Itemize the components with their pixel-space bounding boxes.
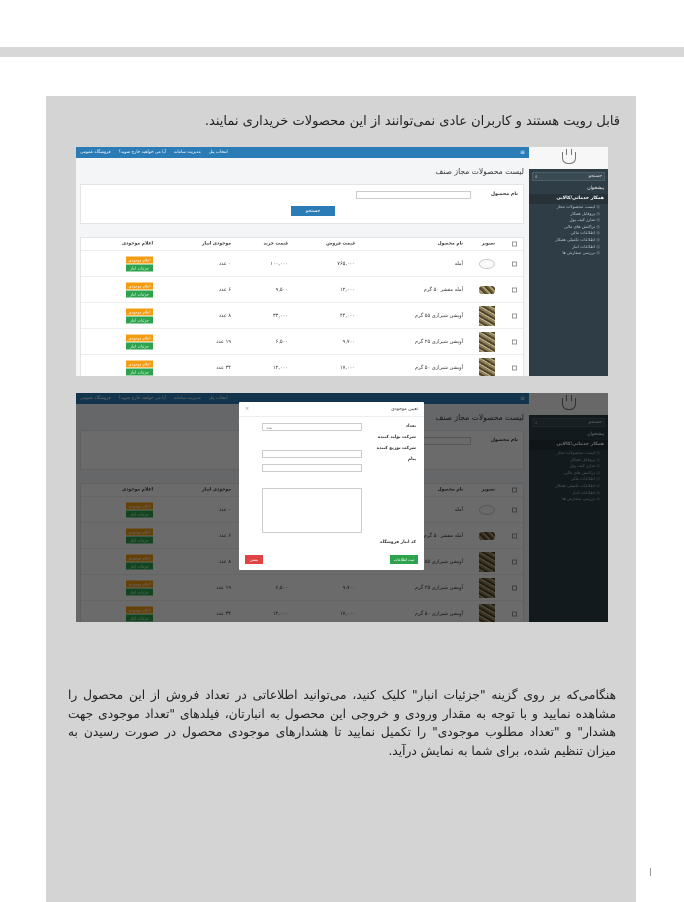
sidebar-search-placeholder: جستجو xyxy=(588,174,602,179)
sale-price: ۱۷,۰۰۰ xyxy=(339,364,355,371)
row-actions xyxy=(126,282,153,297)
table-row xyxy=(81,276,523,302)
product-name-input[interactable] xyxy=(356,191,471,199)
buy-price: ۶,۵۰۰ xyxy=(275,338,288,345)
stock: ۶ عدد xyxy=(218,286,231,293)
producer-field[interactable] xyxy=(262,450,362,458)
logo-icon xyxy=(562,152,576,164)
warehouse-details-button[interactable]: جزئیات انبار xyxy=(126,264,153,271)
stock: ۸ عدد xyxy=(218,312,231,319)
col-action: اعلام موجودی xyxy=(121,241,153,247)
table-row xyxy=(81,250,523,276)
report-stock-button[interactable]: اعلام موجودی xyxy=(126,360,153,367)
product-name: آویشن شیرازی ۵۵ گرم xyxy=(414,312,463,319)
close-icon[interactable]: × xyxy=(245,406,250,412)
products-table xyxy=(80,237,524,376)
nav-link-panel[interactable]: انتخاب پنل xyxy=(208,150,228,155)
product-image xyxy=(479,286,495,294)
nav-link-store[interactable]: فروشگاه عمومی xyxy=(80,150,111,155)
report-stock-button[interactable]: اعلام موجودی xyxy=(126,256,153,263)
row-checkbox[interactable] xyxy=(512,339,517,344)
row-checkbox[interactable] xyxy=(512,313,517,318)
label-distributor: شرکت توزیع کننده xyxy=(376,446,416,451)
buy-price: ۱۰۰,۰۰۰ xyxy=(270,260,288,267)
search-button-label: جستجو xyxy=(305,208,321,214)
col-stock: موجودی انبار xyxy=(201,241,231,247)
sidebar-sub-warehouse[interactable]: ◎ اطلاعات انبار xyxy=(529,244,608,251)
warehouse-details-button[interactable]: جزئیات انبار xyxy=(126,342,153,349)
row-actions xyxy=(126,334,153,349)
submit-button[interactable]: ثبت اطلاعات xyxy=(390,555,418,564)
quantity-unit: عدد xyxy=(266,425,273,430)
label-producer: شرکت تولید کننده xyxy=(377,435,416,440)
hamburger-icon[interactable]: ≡ xyxy=(519,149,525,156)
sidebar-sub-orders[interactable]: ◎ بررسی سفارش ها xyxy=(529,250,608,257)
table-row xyxy=(81,328,523,354)
sidebar-search[interactable] xyxy=(532,172,605,181)
modal-title: تعیین موجودی xyxy=(391,407,418,412)
sidebar-sub-products[interactable]: ◎ لیست محصولات مجاز xyxy=(529,204,608,211)
report-stock-button[interactable]: اعلام موجودی xyxy=(126,282,153,289)
navbar xyxy=(76,147,529,158)
stock: ۱۹ عدد xyxy=(216,338,231,345)
warehouse-details-button[interactable]: جزئیات انبار xyxy=(126,316,153,323)
screenshot-stock-modal xyxy=(76,393,608,622)
sidebar-sub-extra[interactable]: ◎ اطلاعات تکمیلی همکار xyxy=(529,237,608,244)
modal-divider xyxy=(239,416,424,417)
report-stock-button[interactable]: اعلام موجودی xyxy=(126,308,153,315)
row-checkbox[interactable] xyxy=(512,365,517,370)
report-stock-button[interactable]: اعلام موجودی xyxy=(126,334,153,341)
nav-link-logout[interactable]: آیا می خواهید خارج شوید؟ xyxy=(118,150,166,155)
page-edge-mark xyxy=(650,868,651,876)
table-header xyxy=(81,238,523,250)
product-image xyxy=(479,358,495,377)
product-image xyxy=(479,306,495,326)
search-icon: ⌕ xyxy=(535,174,538,180)
quantity-stepper[interactable] xyxy=(262,423,362,431)
logo xyxy=(529,147,608,169)
sale-price: ۱۲,۰۰۰ xyxy=(339,286,355,293)
sidebar-sub-wallet[interactable]: ◎ شارژ کیف پول xyxy=(529,217,608,224)
message-textarea[interactable] xyxy=(262,488,362,533)
table-row xyxy=(81,302,523,328)
sale-price: ۷۶۵,۰۰۰ xyxy=(337,260,355,267)
row-actions xyxy=(126,256,153,271)
sale-price: ۹,۷۰۰ xyxy=(342,338,355,345)
sale-price: ۴۴,۰۰۰ xyxy=(339,312,355,319)
product-name: آمله مقشر ۵۰ گرم xyxy=(423,286,463,293)
row-checkbox[interactable] xyxy=(512,261,517,266)
product-name: آویشن شیرازی ۵۰ گرم xyxy=(414,364,463,371)
distributor-field[interactable] xyxy=(262,464,362,472)
stock: ۰ عدد xyxy=(218,260,231,267)
label-quantity: تعداد xyxy=(405,424,416,429)
sidebar-sub-transactions[interactable]: ◎ تراکنش های مالی xyxy=(529,224,608,231)
stock: ۳۴ عدد xyxy=(216,364,231,371)
warehouse-details-button[interactable]: جزئیات انبار xyxy=(126,290,153,297)
label-message: پیام xyxy=(407,457,416,462)
screenshot-product-list xyxy=(76,147,608,376)
product-image xyxy=(479,332,495,352)
sidebar-item-partner[interactable]: همکار خدماتی/کالایی xyxy=(529,194,608,204)
sidebar-item-dashboard[interactable]: پیشخوان xyxy=(587,186,604,191)
search-label: نام محصول xyxy=(490,192,518,197)
col-image: تصویر xyxy=(481,241,495,247)
row-actions xyxy=(126,308,153,323)
select-all-checkbox[interactable] xyxy=(512,242,517,247)
sidebar-sub-profile[interactable]: ◎ پروفایل همکار xyxy=(529,211,608,218)
row-actions xyxy=(126,360,153,375)
buy-price: ۹,۵۰۰ xyxy=(275,286,288,293)
sidebar-sub-finance[interactable]: ◎ اطلاعات مالی xyxy=(529,230,608,237)
stock-modal xyxy=(239,402,424,570)
page-title: لیست محصولات مجاز صنف xyxy=(435,167,524,176)
sidebar xyxy=(529,147,608,376)
close-button[interactable]: بستن xyxy=(245,555,263,564)
col-name: نام محصول xyxy=(437,241,463,247)
col-sale: قیمت فروش xyxy=(326,241,355,247)
search-panel xyxy=(80,184,524,224)
col-buy: قیمت خرید xyxy=(263,241,288,247)
product-name: آویشن شیرازی ۲۵ گرم xyxy=(414,338,463,345)
search-button[interactable] xyxy=(291,206,335,216)
warehouse-details-button[interactable]: جزئیات انبار xyxy=(126,368,153,375)
product-name: آمله xyxy=(454,260,463,267)
nav-link-admin[interactable]: مدیریت سامانه xyxy=(173,150,201,155)
table-row xyxy=(81,354,523,376)
product-image xyxy=(479,259,495,269)
description-text: هنگامی‌که بر روی گزینه "جزئیات انبار" کلیک کنید، می‌توانید اطلاعاتی در تعداد فروش از این محصول را مشاهده نمایید و با توجه به مقدار ورودی و خروجی این محصول به انبارتان، فیلدهای "تعداد موجودی جهت هشدار" و "تعداد مطلوب موجودی" را تکمیل نمایید تا هشدارهای موجودی محصول در صورت رسیدن به میزان تنظیم شده، برای شما به نمایش درآید. xyxy=(68,688,616,758)
buy-price: ۱۲,۰۰۰ xyxy=(272,364,288,371)
buy-price: ۳۳,۰۰۰ xyxy=(272,312,288,319)
intro-text: قابل رویت هستند و کاربران عادی نمی‌توانند از این محصولات خریداری نمایند. xyxy=(204,114,620,129)
row-checkbox[interactable] xyxy=(512,287,517,292)
top-band xyxy=(0,47,684,57)
label-warehouse-code: کد انبار فروشگاه xyxy=(380,540,416,545)
